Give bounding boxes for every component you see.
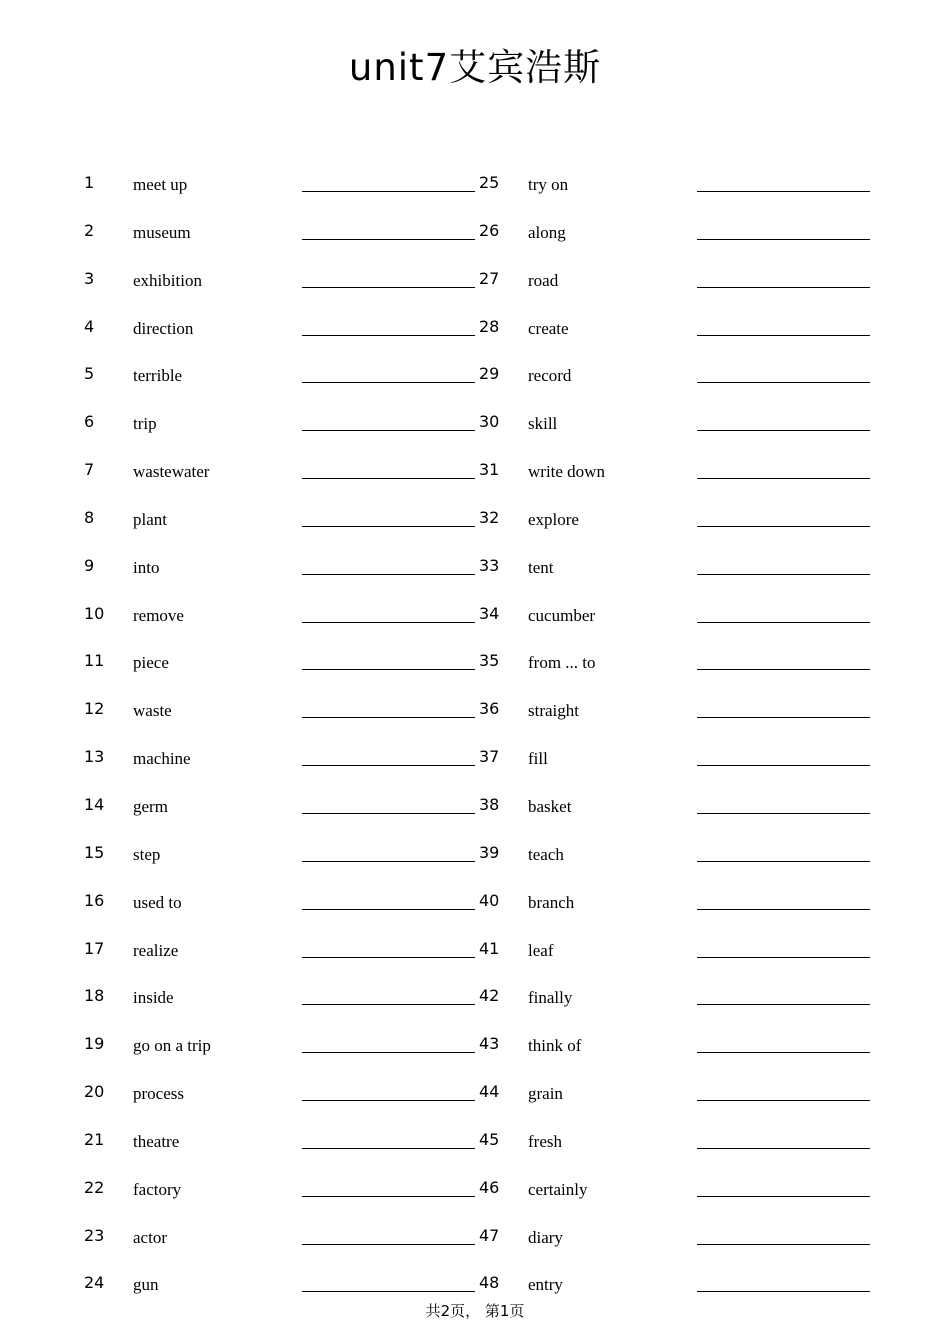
- vocab-word: skill: [528, 414, 558, 434]
- answer-blank[interactable]: [302, 717, 475, 718]
- word-row: [0, 785, 950, 833]
- vocab-word: into: [133, 557, 160, 577]
- vocab-word: tent: [528, 557, 554, 577]
- vocab-word: step: [133, 844, 161, 864]
- item-number: 5: [84, 364, 95, 384]
- answer-blank[interactable]: [302, 574, 475, 575]
- answer-blank[interactable]: [697, 1148, 870, 1149]
- item-number: 6: [84, 412, 95, 432]
- vocab-word: piece: [133, 653, 169, 673]
- word-row: [0, 689, 950, 737]
- answer-blank[interactable]: [302, 1196, 475, 1197]
- answer-blank[interactable]: [697, 430, 870, 431]
- vocab-word: from ... to: [528, 653, 596, 673]
- answer-blank[interactable]: [697, 239, 870, 240]
- item-number: 10: [84, 603, 105, 623]
- answer-blank[interactable]: [697, 909, 870, 910]
- vocab-word: create: [528, 318, 569, 338]
- item-number: 20: [84, 1082, 105, 1102]
- item-number: 2: [84, 220, 95, 240]
- word-row: [0, 594, 950, 642]
- vocab-word: fresh: [528, 1131, 562, 1151]
- vocab-word: germ: [133, 796, 168, 816]
- vocab-word: fill: [528, 749, 548, 769]
- answer-blank[interactable]: [697, 1100, 870, 1101]
- answer-blank[interactable]: [302, 861, 475, 862]
- item-number: 25: [479, 173, 500, 192]
- item-number: 47: [479, 1225, 500, 1245]
- item-number: 23: [84, 1225, 105, 1245]
- answer-blank[interactable]: [302, 1148, 475, 1149]
- word-list: [0, 163, 950, 1311]
- item-number: 11: [84, 651, 105, 671]
- item-number: 14: [84, 794, 105, 814]
- answer-blank[interactable]: [697, 622, 870, 623]
- vocab-word: think of: [528, 1036, 582, 1056]
- answer-blank[interactable]: [697, 957, 870, 958]
- vocab-word: go on a trip: [133, 1036, 211, 1056]
- word-row: [0, 929, 950, 977]
- answer-blank[interactable]: [697, 861, 870, 862]
- item-number: 36: [479, 699, 500, 719]
- word-row: [0, 546, 950, 594]
- answer-blank[interactable]: [302, 1004, 475, 1005]
- answer-blank[interactable]: [697, 335, 870, 336]
- vocab-word: cucumber: [528, 605, 596, 625]
- vocab-word: explore: [528, 509, 579, 529]
- answer-blank[interactable]: [697, 287, 870, 288]
- item-number: 1: [84, 173, 95, 192]
- vocab-word: terrible: [133, 366, 183, 386]
- item-number: 28: [479, 316, 500, 336]
- answer-blank[interactable]: [302, 382, 475, 383]
- vocab-word: used to: [133, 892, 182, 912]
- vocab-word: museum: [133, 222, 191, 242]
- vocab-word: gun: [133, 1275, 159, 1295]
- item-number: 22: [84, 1177, 105, 1197]
- vocab-word: actor: [133, 1227, 167, 1247]
- item-number: 21: [84, 1129, 105, 1149]
- answer-blank[interactable]: [697, 574, 870, 575]
- vocab-word: grain: [528, 1084, 563, 1104]
- word-row: [0, 641, 950, 689]
- item-number: 41: [479, 938, 500, 958]
- vocab-word: factory: [133, 1179, 182, 1199]
- answer-blank[interactable]: [302, 813, 475, 814]
- answer-blank[interactable]: [697, 191, 870, 192]
- vocab-word: certainly: [528, 1179, 588, 1199]
- item-number: 24: [84, 1273, 105, 1293]
- answer-blank[interactable]: [697, 1244, 870, 1245]
- word-row: [0, 307, 950, 355]
- vocab-word: try on: [528, 175, 569, 194]
- item-number: 33: [479, 555, 500, 575]
- vocab-word: waste: [133, 701, 172, 721]
- answer-blank[interactable]: [697, 1291, 870, 1292]
- item-number: 18: [84, 986, 105, 1006]
- item-number: 3: [84, 268, 95, 288]
- item-number: 44: [479, 1082, 500, 1102]
- item-number: 8: [84, 507, 95, 527]
- answer-blank[interactable]: [697, 813, 870, 814]
- answer-blank[interactable]: [697, 382, 870, 383]
- item-number: 35: [479, 651, 500, 671]
- answer-blank[interactable]: [302, 957, 475, 958]
- word-row: [0, 402, 950, 450]
- vocab-word: write down: [528, 462, 605, 482]
- word-row: [0, 1072, 950, 1120]
- item-number: 30: [479, 412, 500, 432]
- answer-blank[interactable]: [302, 669, 475, 670]
- item-number: 19: [84, 1034, 105, 1054]
- vocab-word: teach: [528, 844, 564, 864]
- item-number: 29: [479, 364, 500, 384]
- item-number: 32: [479, 507, 500, 527]
- vocab-word: finally: [528, 988, 573, 1008]
- answer-blank[interactable]: [302, 430, 475, 431]
- word-row: [0, 163, 950, 211]
- word-row: [0, 1024, 950, 1072]
- vocab-word: meet up: [133, 175, 188, 194]
- item-number: 37: [479, 747, 500, 767]
- vocab-word: plant: [133, 509, 167, 529]
- answer-blank[interactable]: [697, 478, 870, 479]
- item-number: 40: [479, 890, 500, 910]
- answer-blank[interactable]: [302, 335, 475, 336]
- vocab-word: diary: [528, 1227, 563, 1247]
- item-number: 15: [84, 842, 105, 862]
- item-number: 26: [479, 220, 500, 240]
- vocab-word: branch: [528, 892, 575, 912]
- page-title: unit7艾宾浩斯: [348, 46, 602, 89]
- answer-blank[interactable]: [697, 765, 870, 766]
- answer-blank[interactable]: [697, 1052, 870, 1053]
- vocab-word: record: [528, 366, 572, 386]
- item-number: 31: [479, 460, 500, 480]
- answer-blank[interactable]: [302, 191, 475, 192]
- page-footer: 共2页， 第1页: [425, 1302, 525, 1320]
- item-number: 43: [479, 1034, 500, 1054]
- item-number: 39: [479, 842, 500, 862]
- word-row: [0, 211, 950, 259]
- answer-blank[interactable]: [302, 1100, 475, 1101]
- vocab-word: machine: [133, 749, 191, 769]
- answer-blank[interactable]: [302, 765, 475, 766]
- vocab-word: exhibition: [133, 270, 202, 290]
- vocab-word: entry: [528, 1275, 563, 1295]
- item-number: 12: [84, 699, 105, 719]
- answer-blank[interactable]: [697, 1196, 870, 1197]
- vocab-word: wastewater: [133, 462, 210, 482]
- answer-blank[interactable]: [302, 526, 475, 527]
- item-number: 42: [479, 986, 500, 1006]
- item-number: 7: [84, 460, 95, 480]
- word-row: [0, 1168, 950, 1216]
- item-number: 4: [84, 316, 95, 336]
- vocab-word: leaf: [528, 940, 554, 960]
- answer-blank[interactable]: [302, 909, 475, 910]
- item-number: 46: [479, 1177, 500, 1197]
- word-row: [0, 976, 950, 1024]
- answer-blank[interactable]: [302, 478, 475, 479]
- item-number: 27: [479, 268, 500, 288]
- item-number: 17: [84, 938, 105, 958]
- vocab-word: along: [528, 222, 566, 242]
- vocab-word: trip: [133, 414, 157, 434]
- word-row: [0, 1216, 950, 1264]
- item-number: 16: [84, 890, 105, 910]
- item-number: 13: [84, 747, 105, 767]
- word-row: [0, 881, 950, 929]
- vocab-word: process: [133, 1084, 184, 1104]
- vocab-word: straight: [528, 701, 579, 721]
- vocab-word: direction: [133, 318, 194, 338]
- answer-blank[interactable]: [697, 717, 870, 718]
- vocab-word: road: [528, 270, 559, 290]
- answer-blank[interactable]: [302, 622, 475, 623]
- answer-blank[interactable]: [302, 1052, 475, 1053]
- item-number: 9: [84, 555, 95, 575]
- answer-blank[interactable]: [302, 1291, 475, 1292]
- vocab-word: remove: [133, 605, 184, 625]
- word-row: [0, 498, 950, 546]
- answer-blank[interactable]: [697, 1004, 870, 1005]
- vocab-word: basket: [528, 796, 572, 816]
- answer-blank[interactable]: [302, 1244, 475, 1245]
- word-row: [0, 737, 950, 785]
- item-number: 45: [479, 1129, 500, 1149]
- word-row: [0, 450, 950, 498]
- word-row: [0, 833, 950, 881]
- answer-blank[interactable]: [697, 526, 870, 527]
- vocab-word: theatre: [133, 1131, 180, 1151]
- answer-blank[interactable]: [302, 239, 475, 240]
- item-number: 34: [479, 603, 500, 623]
- word-row: [0, 354, 950, 402]
- answer-blank[interactable]: [697, 669, 870, 670]
- vocab-word: realize: [133, 940, 179, 960]
- item-number: 38: [479, 794, 500, 814]
- word-row: [0, 259, 950, 307]
- item-number: 48: [479, 1273, 500, 1293]
- answer-blank[interactable]: [302, 287, 475, 288]
- word-row: [0, 1120, 950, 1168]
- vocab-word: inside: [133, 988, 174, 1008]
